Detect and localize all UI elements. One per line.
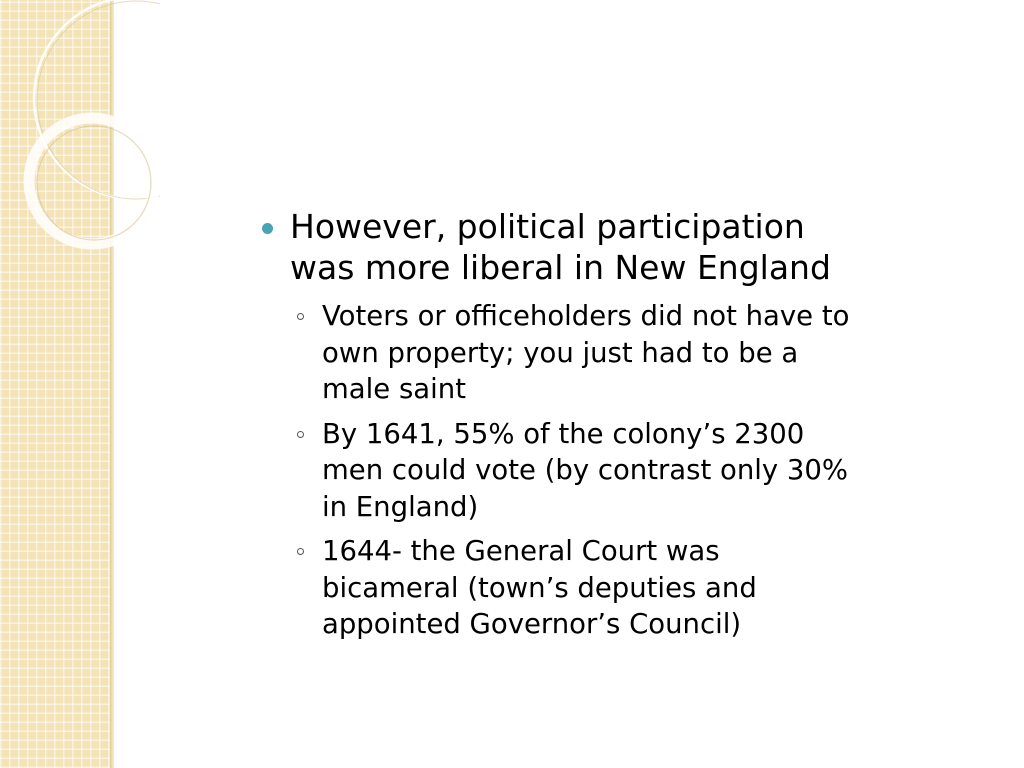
sub-bullet-item [294, 416, 852, 526]
sub-bullet-item [294, 533, 852, 643]
sub-bullet-text: 1644- the General Court was bicameral (town’s deputies and appointed Governor’s Council) [322, 535, 757, 640]
decorative-circles [0, 0, 160, 260]
sub-bullet-item [294, 298, 852, 408]
sub-bullet-text: Voters or officeholders did not have to own property; you just had to be a male saint [322, 300, 850, 405]
decorative-circle-large [34, 0, 160, 199]
decorative-circle-small-shadow [37, 126, 151, 240]
sub-bullet-list [262, 298, 852, 643]
hollow-circle-bullet-icon [297, 313, 304, 320]
hollow-circle-bullet-icon [297, 548, 304, 555]
main-bullet [262, 206, 852, 288]
hollow-circle-bullet-icon [297, 431, 304, 438]
sub-bullet-text: By 1641, 55% of the colony’s 2300 men could vote (by contrast only 30% in England) [322, 417, 849, 523]
bullet-dot-icon [262, 223, 273, 234]
decorative-circle-large-shadow [37, 1, 160, 199]
decorative-circle-small [29, 118, 155, 244]
slide-content [262, 206, 852, 651]
main-bullet-text: However, political participation was more liberal in New England [290, 207, 831, 287]
